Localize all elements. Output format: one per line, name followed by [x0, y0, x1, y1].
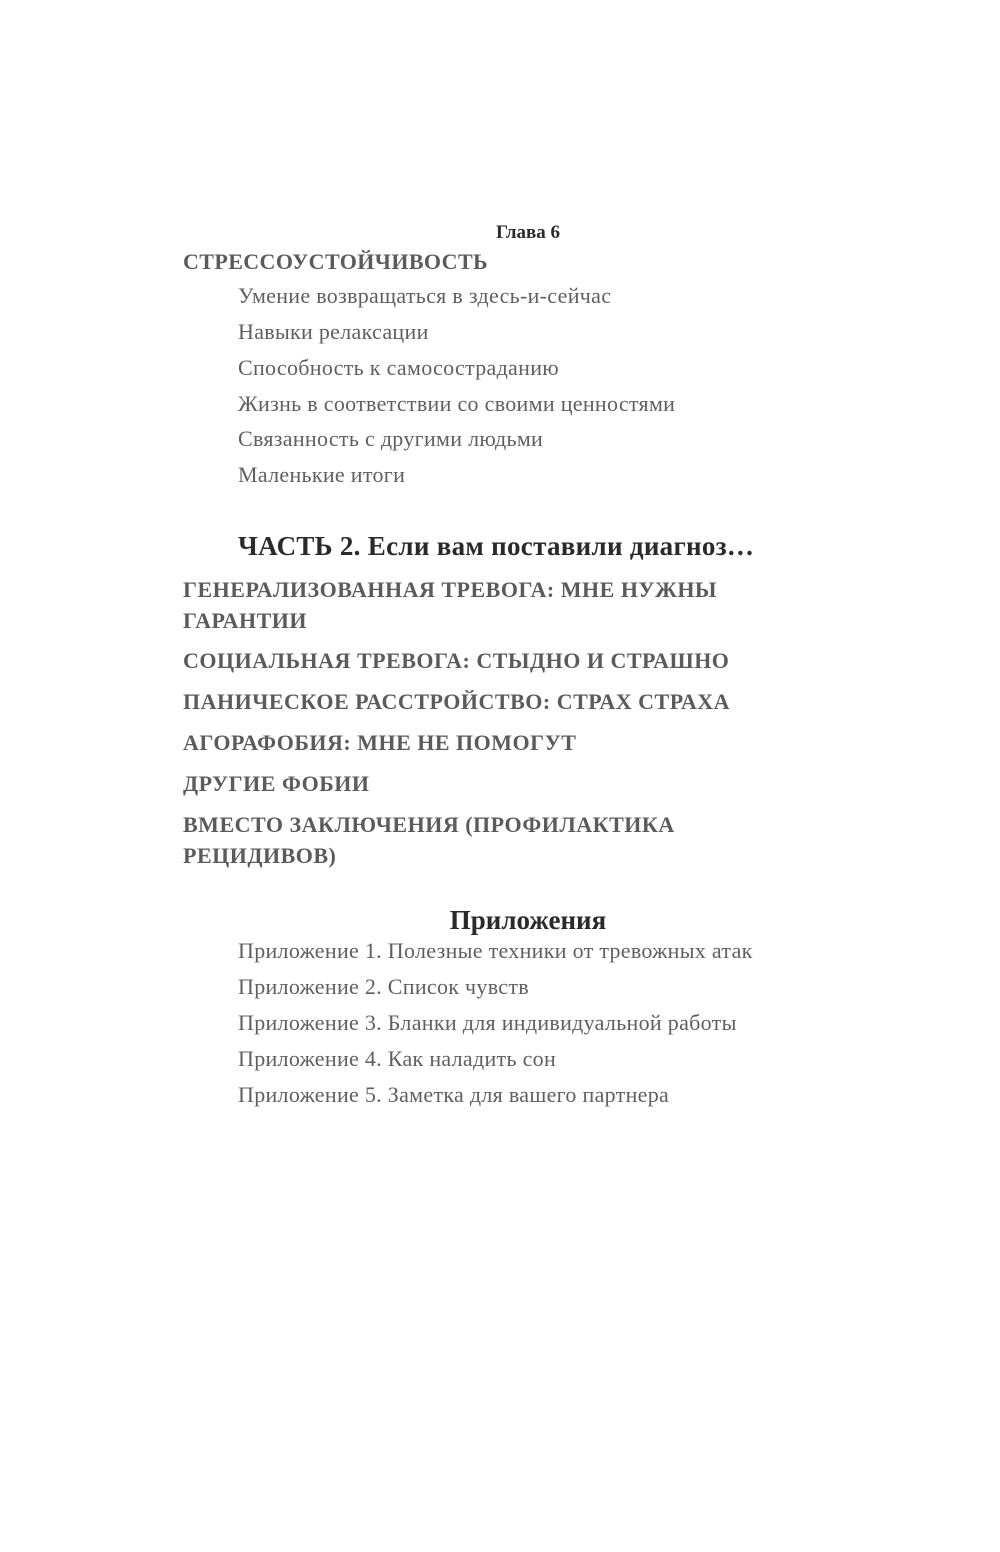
toc-entry-self-compassion[interactable]: Способность к самосостраданию — [238, 355, 560, 380]
section-social-anxiety[interactable] — [183, 645, 729, 676]
section-line: ГЕНЕРАЛИЗОВАННАЯ ТРЕВОГА: МНЕ НУЖНЫ — [183, 577, 718, 602]
section-line: ВМЕСТО ЗАКЛЮЧЕНИЯ (ПРОФИЛАКТИКА — [183, 812, 675, 837]
section-line: ДРУГИЕ ФОБИИ — [183, 771, 370, 796]
section-line: СОЦИАЛЬНАЯ ТРЕВОГА: СТЫДНО И СТРАШНО — [183, 648, 730, 673]
section-generalized-anxiety[interactable] — [183, 574, 717, 636]
section-line: ГАРАНТИИ — [183, 608, 308, 633]
appendix-5[interactable]: Приложение 5. Заметка для вашего партнера — [238, 1082, 670, 1107]
section-line: РЕЦИДИВОВ) — [183, 843, 337, 868]
toc-entry-values[interactable]: Жизнь в соответствии со своими ценностями — [238, 391, 676, 416]
toc-entry-here-and-now[interactable]: Умение возвращаться в здесь-и-сейчас — [238, 283, 612, 308]
appendix-1[interactable]: Приложение 1. Полезные техники от тревожных атак — [238, 938, 753, 963]
section-panic-disorder[interactable] — [183, 686, 730, 717]
section-agoraphobia[interactable] — [183, 727, 576, 758]
part-2-title[interactable]: ЧАСТЬ 2. Если вам поставили диагноз… — [238, 531, 755, 561]
appendices-title[interactable]: Приложения — [449, 905, 607, 935]
appendix-2[interactable]: Приложение 2. Список чувств — [238, 974, 529, 999]
section-line: ПАНИЧЕСКОЕ РАССТРОЙСТВО: СТРАХ СТРАХА — [183, 689, 731, 714]
chapter-label: Глава 6 — [495, 222, 561, 243]
appendix-3[interactable]: Приложение 3. Бланки для индивидуальной работы — [238, 1010, 737, 1035]
toc-entry-relaxation[interactable]: Навыки релаксации — [238, 319, 429, 344]
section-conclusion[interactable] — [183, 809, 675, 871]
section-line: АГОРАФОБИЯ: МНЕ НЕ ПОМОГУТ — [183, 730, 577, 755]
chapter-title[interactable]: СТРЕССОУСТОЙЧИВОСТЬ — [183, 249, 488, 274]
toc-entry-summary[interactable]: Маленькие итоги — [238, 462, 406, 487]
appendix-4[interactable]: Приложение 4. Как наладить сон — [238, 1046, 557, 1071]
toc-entry-connectedness[interactable]: Связанность с другими людьми — [238, 426, 544, 451]
section-other-phobias[interactable] — [183, 768, 370, 799]
